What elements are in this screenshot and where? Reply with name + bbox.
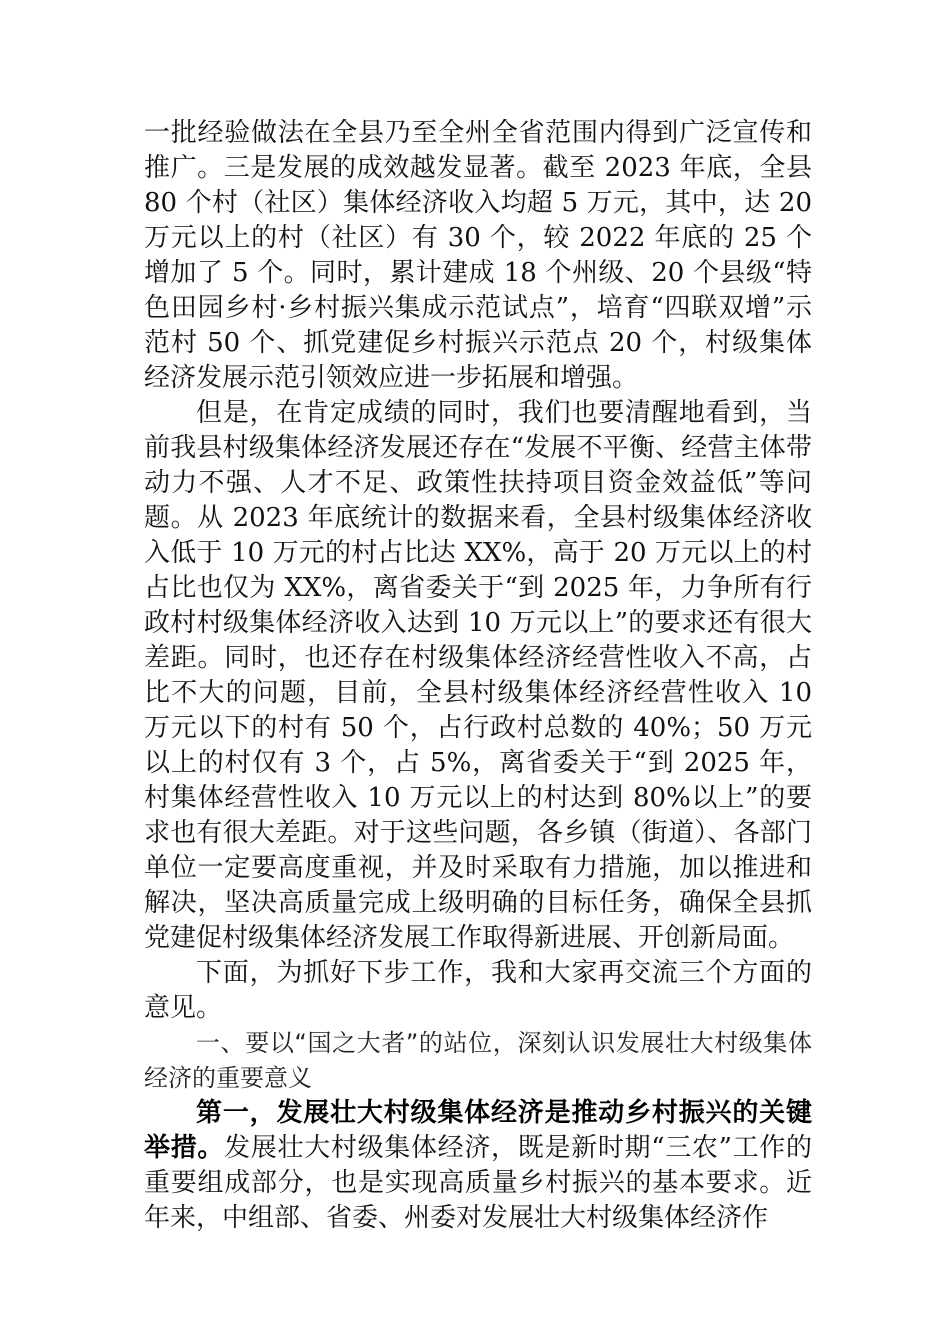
paragraph-problems: 但是，在肯定成绩的同时，我们也要清醒地看到，当前我县村级集体经济发展还存在“发展不平衡、经营主体带动力不强、人才不足、政策性扶持项目资金效益低”等问题。从 2023 年底统计的数据来看，全县村级集体经济收入低于 10 万元的村占比达 XX%，高于 20 万元以上的村占比也仅为 XX%，离省委关于“到 2025 年，力争所有行政村村级集体经济收入达到 10 万元以上”的要求还有很大差距。同时，也还存在村级集体经济经营性收入不高，占比不大的问题，目前，全县村级集体经济经营性收入 10 万元以下的村有 50 个，占行政村总数的 40%；50 万元以上的村仅有 3 个，占 5%，离省委关于“到 2025 年，村集体经营性收入 10 万元以上的村达到 80%以上”的要求也有很大差距。对于这些问题，各乡镇（街道）、各部门单位一定要高度重视，并及时采取有力措施，加以推进和解决，坚决高质量完成上级明确的目标任务，确保全县抓党建促村级集体经济发展工作取得新进展、开创新局面。 [144,398,812,953]
point-one-lead: 第一，发展壮大村级集体经济是推动乡村振兴的关键举措。 [144,1098,812,1163]
paragraph-point-one [144,1096,812,1236]
point-one-body: 发展壮大村级集体经济，既是新时期“三农”工作的重要组成部分，也是实现高质量乡村振兴的基本要求。近年来，中组部、省委、州委对发展壮大村级集体经济作 [144,1133,812,1233]
paragraph-achievements: 一批经验做法在全县乃至全州全省范围内得到广泛宣传和推广。三是发展的成效越发显著。截至 2023 年底，全县 80 个村（社区）集体经济收入均超 5 万元，其中，达 20 万元以上的村（社区）有 30 个，较 2022 年底的 25 个增加了 5 个。同时，累计建成 18 个州级、20 个县级“特色田园乡村·乡村振兴集成示范试点”，培育“四联双增”示范村 50 个、抓党建促乡村振兴示范点 20 个，村级集体经济发展示范引领效应进一步拓展和增强。 [144,118,812,393]
document-page [144,116,812,1236]
paragraph-transition: 下面，为抓好下步工作，我和大家再交流三个方面的意见。 [144,958,812,1023]
section-heading: 一、要以“国之大者”的站位，深刻认识发展壮大村级集体经济的重要意义 [144,1029,812,1092]
